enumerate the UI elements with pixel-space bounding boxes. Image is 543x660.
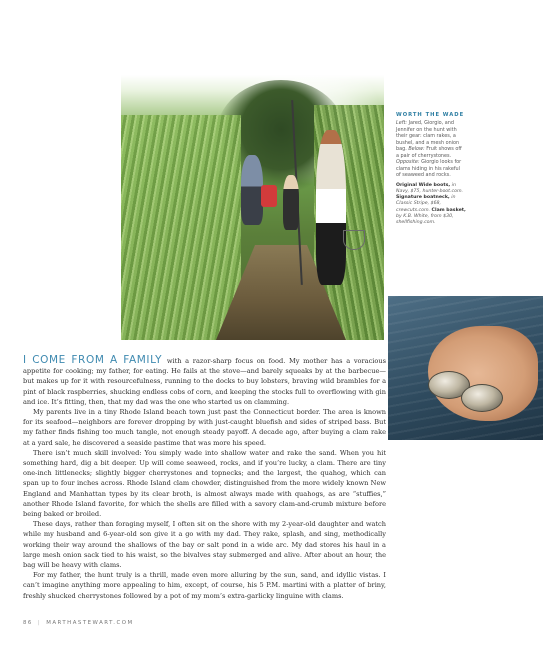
- caption-part: Left:: [396, 120, 409, 126]
- credit-label: Original Wide boots,: [396, 182, 451, 188]
- credit-label: Clam basket,: [431, 207, 466, 213]
- credit-detail: in Classic Stripe, $68, crewcuts.com.: [396, 195, 456, 213]
- article-lead-paragraph: [23, 355, 386, 407]
- person-giorgio: [283, 175, 299, 230]
- caption-title: WORTH THE WADE: [396, 112, 465, 118]
- lead-text: with a razor-sharp focus on food. My mother has a voracious appetite for cooking; my father, for eating. He fails at the stove—and barely squeaks by at the barbecue—but makes up for it with resourcefulness, running to the docks to buy lobsters, braving wild brambles for a pint of black raspberries, shucking endless cobs of corn, and keeping the stocks full to overflowing with gin and ice. It’s fitting, then, that my dad was the one who started us on clamming.: [23, 357, 386, 406]
- caption-credits: [396, 183, 466, 227]
- article-paragraph: For my father, the hunt truly is a thrill, made even more alluring by the sun, sand, and idyllic vistas. I can’t imagine anything more appealing to him, except, of course, his 5 P.M. martini with a platter of briny, freshly shucked cherrystones followed by a pot of my mom’s extra-garlicky linguine with clams.: [23, 571, 386, 600]
- credit-label: Signature boatneck,: [396, 195, 450, 201]
- page-number: 86: [23, 620, 33, 626]
- clam-shell: [461, 384, 503, 412]
- person-jared: [241, 155, 263, 225]
- photo-hand-with-clams: [388, 296, 543, 440]
- caption-body: [396, 120, 466, 179]
- article-paragraph: There isn’t much skill involved: You simply wade into shallow water and rake the sand. When you hit something hard, dig a bit deeper. Up will come seaweed, rocks, and if you’re lucky, a clam. There are tiny one-inch littlenecks; slightly bigger cherrystones and topnecks; and the largest, the quahog, which can span up to four inches across. Rhode Island clam chowder, distinguished from the more widely known New England and Manhattan types by its clear broth, is almost always made with quahogs, as are “stuffies,” another Rhode Island favorite, for which the shells are filled with a savory clam-and-crumb mixture before being baked or broiled.: [23, 448, 386, 519]
- article-paragraph: These days, rather than foraging myself, I often sit on the shore with my 2-year-old daughter and watch while my husband and 6-year-old son give it a go with my dad. They rake, splash, and sing, methodically working their way around the shallows of the bay or salt pond in a wide arc. My dad stores his haul in a large mesh onion sack tied to his waist, so the bivalves stay submerged and alive. After about an hour, the bag will be heavy with clams.: [23, 520, 386, 570]
- credit-detail: by K.B. White, from $30, shellfishing.com.: [396, 213, 454, 226]
- photo-family-on-path: [121, 75, 384, 340]
- tall-grass-left: [121, 115, 241, 340]
- credit-detail: in Navy, $75, hunter-boot.com.: [396, 182, 464, 194]
- caption-part: Fruit shows off a pair of cherrystones.: [396, 146, 462, 159]
- article-body: [23, 355, 386, 601]
- photo-caption: [396, 112, 466, 227]
- lead-in-caps: I COME FROM A FAMILY: [23, 354, 163, 366]
- caption-part: Giorgio looks for clams hiding in his rakeful of seaweed and rocks.: [396, 159, 462, 178]
- caption-part: Jared, Giorgio, and Jennifer on the hunt with their gear: clam rakes, a bushel, and a mesh onion bag.: [396, 120, 460, 152]
- page-footer: [23, 620, 134, 626]
- person-jennifer: [316, 130, 346, 285]
- footer-separator: |: [37, 620, 42, 626]
- article-paragraph: My parents live in a tiny Rhode Island beach town just past the Connecticut border. The area is known for its seafood—neighbors are forever dropping by with just-caught bluefish and sides of striped bass. But my father finds fishing too much tangle, not enough steady payoff. A decade ago, after buying a clam rake at a yard sale, he discovered a seaside pastime that was more his speed.: [23, 408, 386, 447]
- footer-site: MARTHASTEWART.COM: [46, 620, 134, 626]
- red-bag: [261, 185, 277, 207]
- clam-basket: [343, 230, 365, 250]
- caption-part: Below:: [408, 146, 427, 152]
- caption-part: Opposite:: [396, 159, 422, 165]
